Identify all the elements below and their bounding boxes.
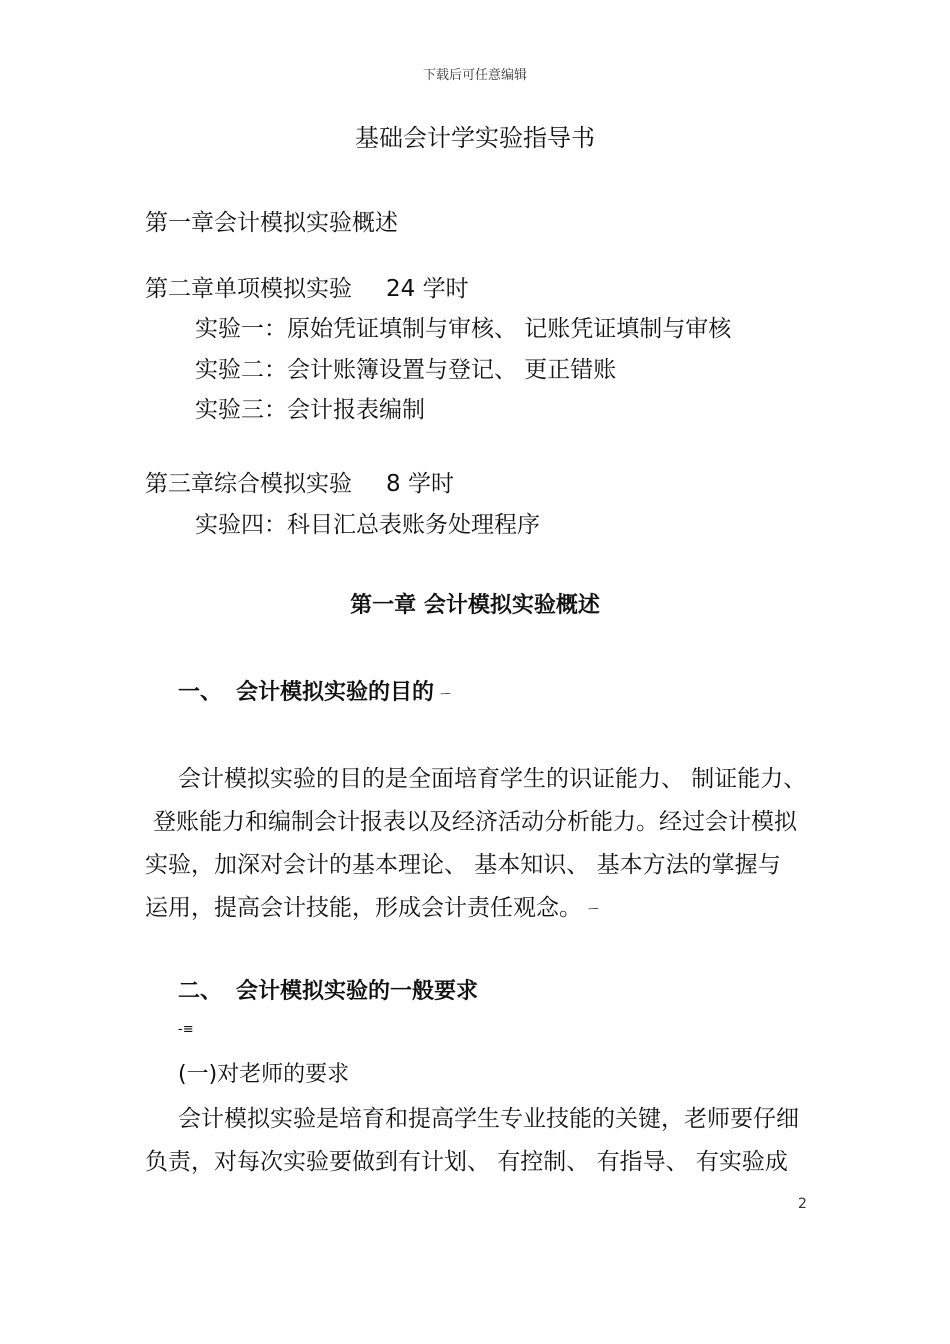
section-2-small-mark: -≡	[178, 1022, 194, 1037]
section-2-line-2: 负责，对每次实验要做到有计划、 有控制、 有指导、 有实验成	[145, 1149, 788, 1175]
section-1-line-2: 登账能力和编制会计报表以及经济活动分析能力。经过会计模拟	[153, 809, 797, 835]
toc-experiment-4: 实验四：科目汇总表账务处理程序	[195, 512, 540, 538]
toc-chapter-2-title: 第二章单项模拟实验	[145, 276, 352, 302]
section-1-title: 会计模拟实验的目的	[236, 680, 435, 705]
chapter-heading: 第一章 会计模拟实验概述	[350, 593, 600, 618]
toc-chapter-1: 第一章会计模拟实验概述	[145, 210, 398, 236]
section-1-number: 一、	[178, 680, 223, 705]
section-1-line-1: 会计模拟实验的目的是全面培育学生的识证能力、 制证能力、	[178, 766, 807, 792]
section-1-line-4-text: 运用，提高会计技能，形成会计责任观念。	[145, 895, 582, 921]
section-2-number: 二、	[178, 979, 223, 1004]
section-2-line-1: 会计模拟实验是培育和提高学生专业技能的关键，老师要仔细	[178, 1106, 799, 1132]
toc-experiment-1: 实验一：原始凭证填制与审核、 记账凭证填制与审核	[195, 316, 732, 342]
section-1-line-3: 实验，加深对会计的基本理论、 基本知识、 基本方法的掌握与	[145, 852, 781, 878]
header-note: 下载后可任意编辑	[422, 68, 527, 83]
section-1-line-4	[145, 889, 601, 922]
toc-experiment-2: 实验二：会计账簿设置与登记、 更正错账	[195, 357, 617, 383]
toc-chapter-3	[145, 465, 454, 498]
section-2-heading	[178, 974, 478, 1005]
toc-chapter-2	[145, 270, 469, 303]
section-1-heading	[178, 675, 453, 706]
toc-chapter-2-hours: 24 学时	[386, 276, 469, 302]
section-2-title: 会计模拟实验的一般要求	[236, 979, 479, 1004]
section-2-subheading: (一)对老师的要求	[178, 1062, 350, 1087]
document-title: 基础会计学实验指导书	[355, 124, 595, 152]
section-1-mark: ㄧ	[438, 684, 454, 703]
toc-chapter-3-hours: 8 学时	[386, 471, 454, 497]
toc-experiment-3: 实验三：会计报表编制	[195, 397, 425, 423]
section-1-end-mark: ㄧ	[586, 900, 602, 918]
toc-chapter-3-title: 第三章综合模拟实验	[145, 471, 352, 497]
page-number: 2	[798, 1196, 807, 1212]
